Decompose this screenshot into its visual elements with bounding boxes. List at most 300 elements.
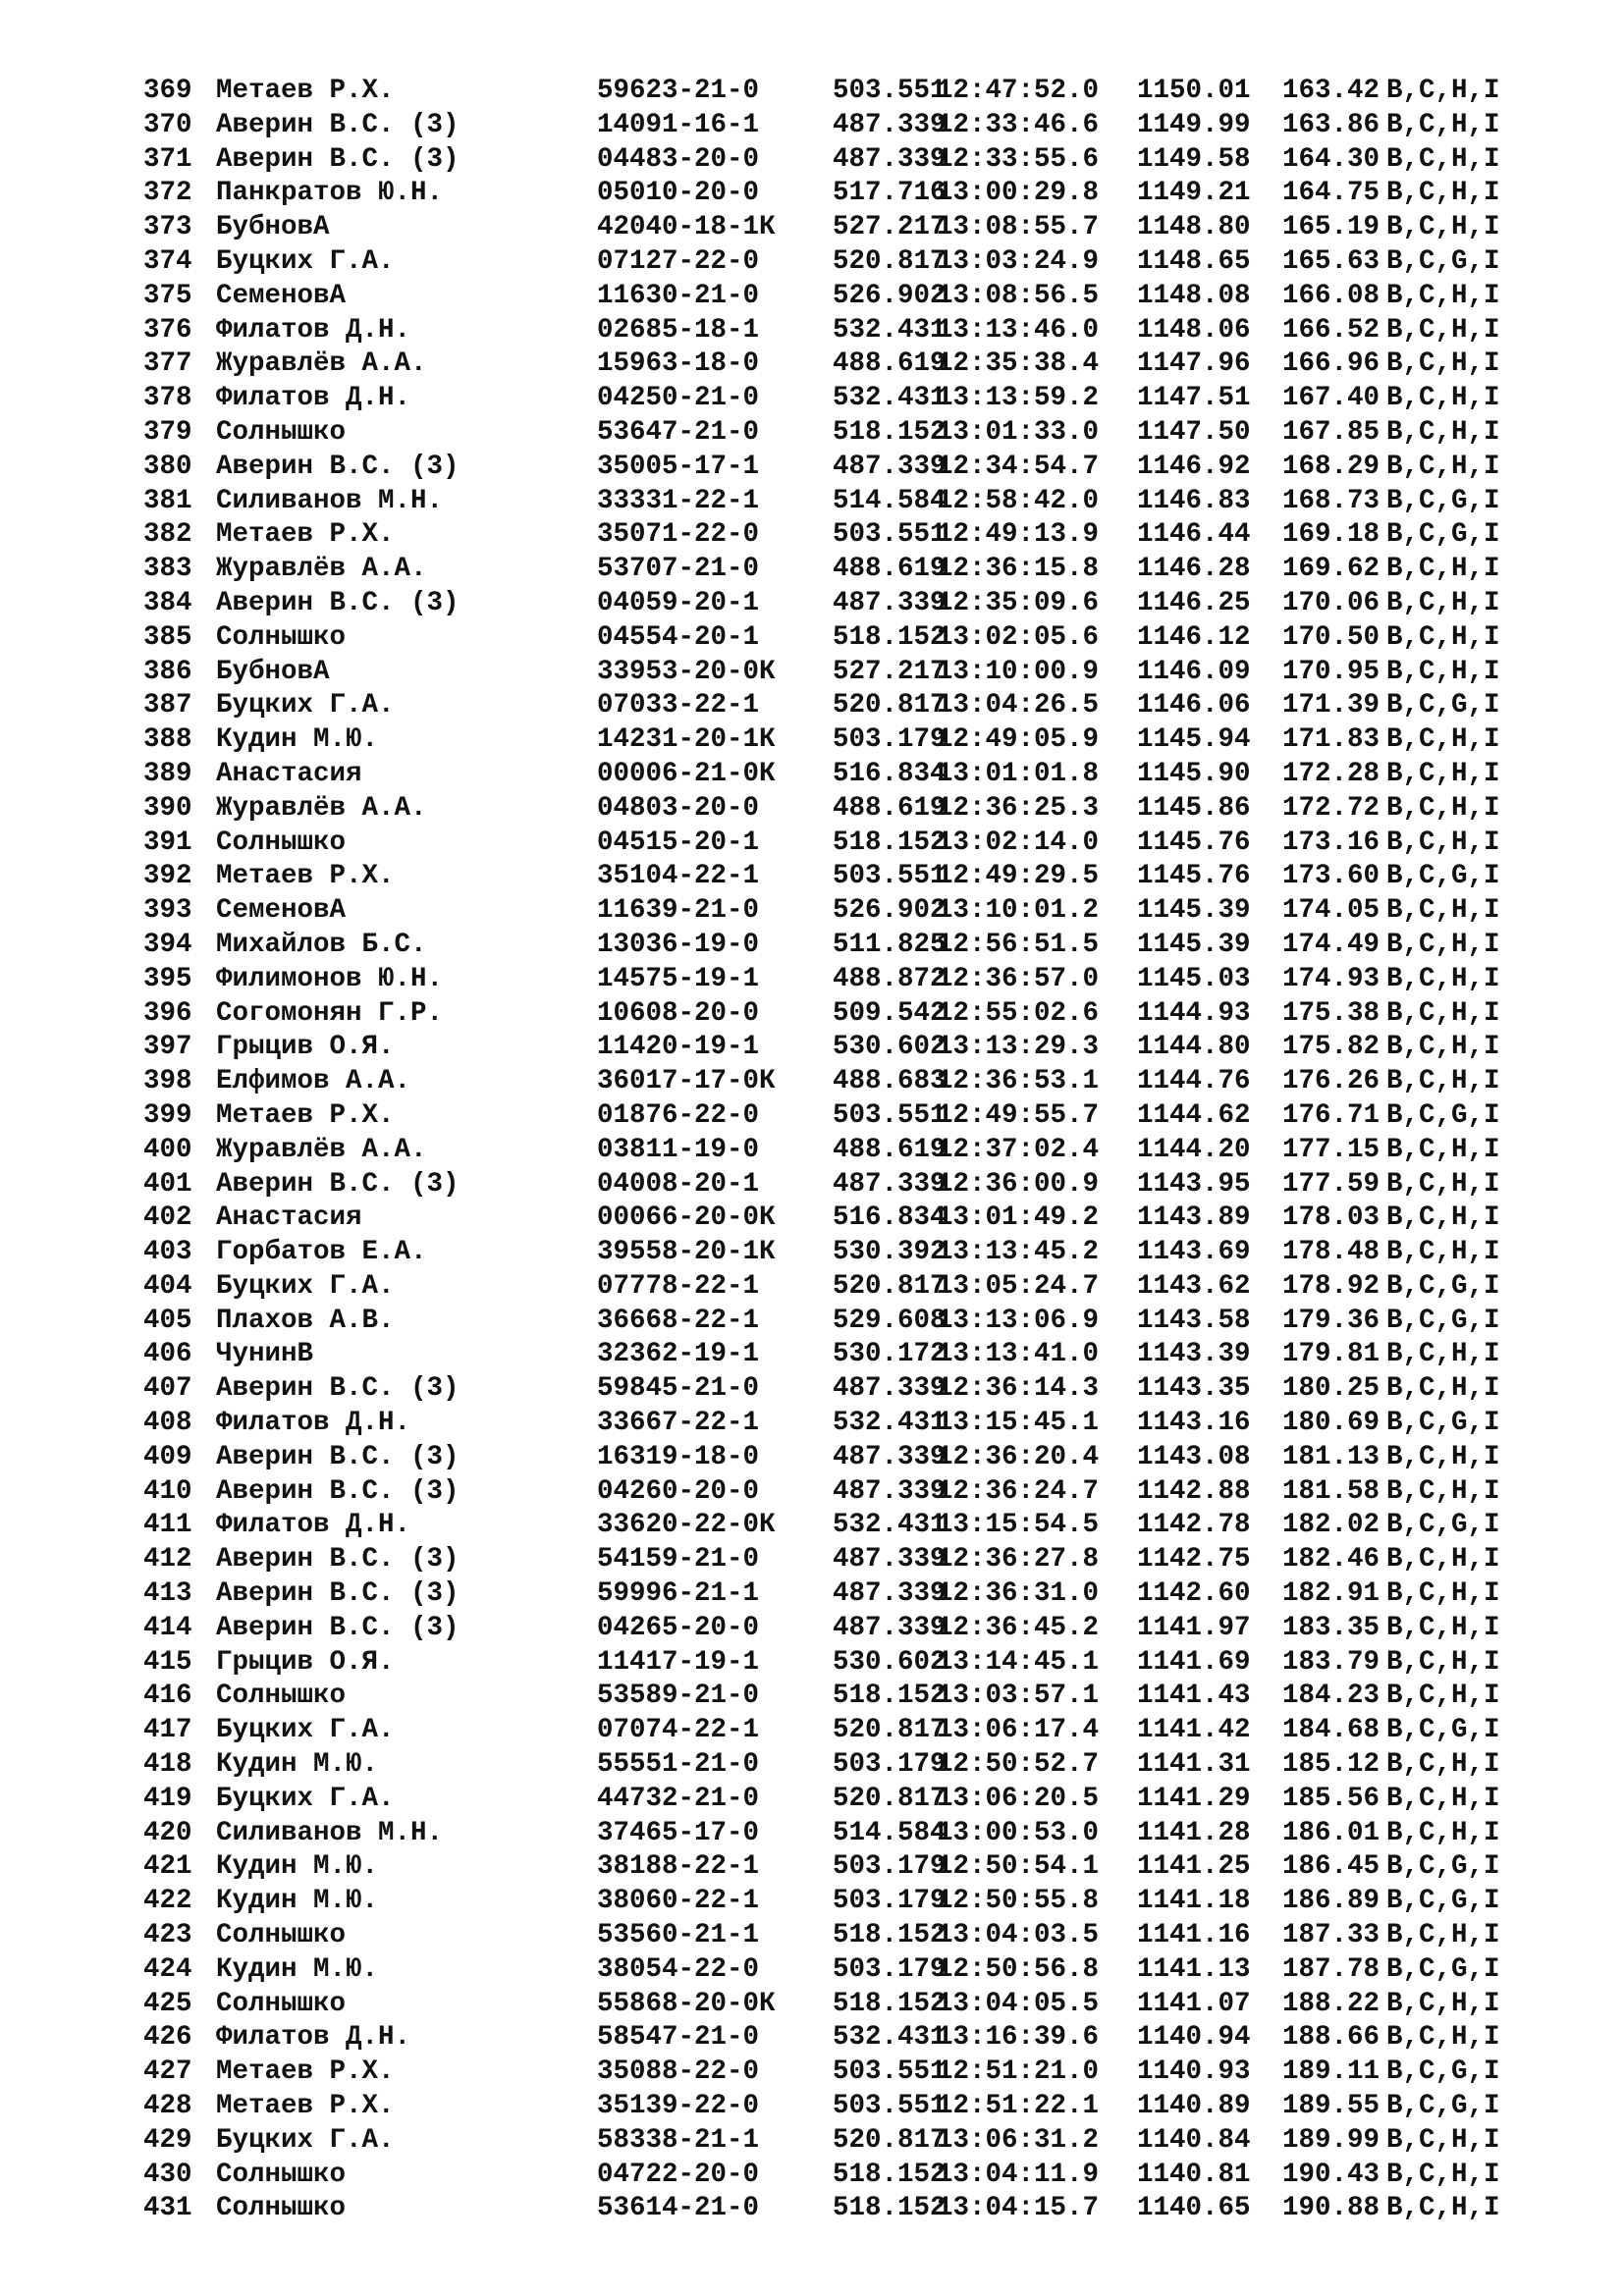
category: B,C,G,I (1386, 1305, 1500, 1336)
arrival-time: 12:49:13.9 (937, 519, 1100, 551)
distance: 488.619 (833, 1134, 947, 1165)
arrival-time: 13:03:24.9 (937, 245, 1100, 277)
arrival-time: 12:49:29.5 (937, 861, 1100, 892)
coefficient: 187.33 (1282, 1920, 1380, 1951)
arrival-time: 12:35:09.6 (937, 587, 1100, 618)
place-number: 402 (143, 1202, 192, 1234)
speed: 1145.90 (1137, 758, 1251, 789)
coefficient: 168.73 (1282, 485, 1380, 516)
speed: 1140.65 (1137, 2193, 1251, 2224)
place-number: 398 (143, 1066, 192, 1097)
fancier-name: Аверин В.С. (3) (216, 1168, 460, 1200)
table-row (143, 1305, 1597, 1339)
arrival-time: 13:04:05.5 (937, 1988, 1100, 2019)
distance: 520.817 (833, 245, 947, 277)
table-row (143, 143, 1597, 178)
category: B,C,H,I (1386, 656, 1500, 687)
arrival-time: 13:15:45.1 (937, 1408, 1100, 1439)
speed: 1145.94 (1137, 724, 1251, 756)
table-row (143, 1850, 1597, 1885)
coefficient: 189.99 (1282, 2124, 1380, 2156)
fancier-name: Кудин М.Ю. (216, 1953, 379, 1985)
coefficient: 179.81 (1282, 1339, 1380, 1370)
category: B,C,G,I (1386, 1953, 1500, 1985)
table-row (143, 997, 1597, 1032)
table-row (143, 860, 1597, 894)
place-number: 429 (143, 2124, 192, 2156)
coefficient: 182.91 (1282, 1578, 1380, 1610)
ring-number: 33953-20-0К (597, 656, 776, 687)
arrival-time: 12:36:00.9 (937, 1168, 1100, 1200)
speed: 1146.92 (1137, 451, 1251, 482)
ring-number: 14091-16-1 (597, 109, 760, 140)
place-number: 380 (143, 451, 192, 482)
arrival-time: 13:08:55.7 (937, 212, 1100, 243)
distance: 487.339 (833, 143, 947, 175)
ring-number: 07127-22-0 (597, 245, 760, 277)
speed: 1145.39 (1137, 895, 1251, 927)
speed: 1141.97 (1137, 1612, 1251, 1643)
table-row (143, 1885, 1597, 1919)
place-number: 382 (143, 519, 192, 551)
category: B,C,G,I (1386, 519, 1500, 551)
ring-number: 59845-21-0 (597, 1373, 760, 1405)
coefficient: 168.29 (1282, 451, 1380, 482)
arrival-time: 12:56:51.5 (937, 929, 1100, 960)
table-row (143, 518, 1597, 553)
fancier-name: Грыцив О.Я. (216, 1646, 395, 1678)
coefficient: 188.66 (1282, 2022, 1380, 2054)
coefficient: 179.36 (1282, 1305, 1380, 1336)
distance: 527.217 (833, 212, 947, 243)
coefficient: 170.95 (1282, 656, 1380, 687)
category: B,C,H,I (1386, 1783, 1500, 1814)
place-number: 385 (143, 621, 192, 653)
distance: 487.339 (833, 1441, 947, 1472)
distance: 487.339 (833, 1578, 947, 1610)
distance: 520.817 (833, 2124, 947, 2156)
distance: 503.179 (833, 1953, 947, 1985)
fancier-name: Журавлёв А.А. (216, 554, 427, 585)
speed: 1148.80 (1137, 212, 1251, 243)
category: B,C,H,I (1386, 451, 1500, 482)
table-row (143, 1783, 1597, 1817)
speed: 1147.50 (1137, 416, 1251, 448)
speed: 1149.21 (1137, 178, 1251, 209)
category: B,C,H,I (1386, 1646, 1500, 1678)
fancier-name: Филатов Д.Н. (216, 1510, 411, 1541)
ring-number: 07778-22-1 (597, 1270, 760, 1302)
ring-number: 44732-21-0 (597, 1783, 760, 1814)
coefficient: 180.69 (1282, 1408, 1380, 1439)
distance: 526.902 (833, 280, 947, 311)
coefficient: 178.48 (1282, 1237, 1380, 1268)
speed: 1148.65 (1137, 245, 1251, 277)
place-number: 374 (143, 245, 192, 277)
category: B,C,H,I (1386, 827, 1500, 858)
place-number: 419 (143, 1783, 192, 1814)
category: B,C,H,I (1386, 792, 1500, 824)
distance: 530.602 (833, 1646, 947, 1678)
ring-number: 16319-18-0 (597, 1441, 760, 1472)
arrival-time: 13:00:29.8 (937, 178, 1100, 209)
table-row (143, 1646, 1597, 1681)
speed: 1146.28 (1137, 554, 1251, 585)
category: B,C,G,I (1386, 690, 1500, 721)
speed: 1142.78 (1137, 1510, 1251, 1541)
fancier-name: Силиванов М.Н. (216, 485, 444, 516)
speed: 1143.39 (1137, 1339, 1251, 1370)
category: B,C,G,I (1386, 861, 1500, 892)
fancier-name: Метаев Р.Х. (216, 861, 395, 892)
speed: 1144.93 (1137, 997, 1251, 1029)
distance: 518.152 (833, 827, 947, 858)
speed: 1141.16 (1137, 1920, 1251, 1951)
ring-number: 15963-18-0 (597, 348, 760, 380)
place-number: 373 (143, 212, 192, 243)
table-row (143, 245, 1597, 280)
place-number: 426 (143, 2022, 192, 2054)
table-row (143, 1543, 1597, 1577)
category: B,C,H,I (1386, 416, 1500, 448)
coefficient: 181.58 (1282, 1475, 1380, 1507)
category: B,C,H,I (1386, 109, 1500, 140)
ring-number: 53647-21-0 (597, 416, 760, 448)
speed: 1141.69 (1137, 1646, 1251, 1678)
category: B,C,H,I (1386, 1681, 1500, 1712)
fancier-name: Филимонов Ю.Н. (216, 963, 444, 994)
coefficient: 182.46 (1282, 1544, 1380, 1575)
ring-number: 36017-17-0К (597, 1066, 776, 1097)
coefficient: 183.35 (1282, 1612, 1380, 1643)
place-number: 428 (143, 2091, 192, 2122)
coefficient: 171.83 (1282, 724, 1380, 756)
ring-number: 58338-21-1 (597, 2124, 760, 2156)
category: B,C,H,I (1386, 1032, 1500, 1063)
fancier-name: Солнышко (216, 416, 347, 448)
coefficient: 170.06 (1282, 587, 1380, 618)
category: B,C,H,I (1386, 1168, 1500, 1200)
fancier-name: Аверин В.С. (3) (216, 1441, 460, 1472)
table-row (143, 929, 1597, 963)
coefficient: 175.38 (1282, 997, 1380, 1029)
ring-number: 35104-22-1 (597, 861, 760, 892)
speed: 1143.35 (1137, 1373, 1251, 1405)
speed: 1147.96 (1137, 348, 1251, 380)
speed: 1149.99 (1137, 109, 1251, 140)
arrival-time: 12:50:56.8 (937, 1953, 1100, 1985)
category: B,C,H,I (1386, 2022, 1500, 2054)
arrival-time: 13:01:33.0 (937, 416, 1100, 448)
distance: 518.152 (833, 621, 947, 653)
coefficient: 178.03 (1282, 1202, 1380, 1234)
coefficient: 184.68 (1282, 1715, 1380, 1746)
fancier-name: Грыцив О.Я. (216, 1032, 395, 1063)
speed: 1141.29 (1137, 1783, 1251, 1814)
arrival-time: 12:51:22.1 (937, 2091, 1100, 2122)
distance: 526.902 (833, 895, 947, 927)
fancier-name: Метаев Р.Х. (216, 2091, 395, 2122)
fancier-name: СеменовА (216, 895, 347, 927)
arrival-time: 13:13:29.3 (937, 1032, 1100, 1063)
distance: 530.602 (833, 1032, 947, 1063)
arrival-time: 12:55:02.6 (937, 997, 1100, 1029)
ring-number: 00066-20-0К (597, 1202, 776, 1234)
place-number: 418 (143, 1749, 192, 1781)
place-number: 377 (143, 348, 192, 380)
speed: 1144.20 (1137, 1134, 1251, 1165)
arrival-time: 12:36:20.4 (937, 1441, 1100, 1472)
distance: 520.817 (833, 1715, 947, 1746)
table-row (143, 75, 1597, 109)
speed: 1143.58 (1137, 1305, 1251, 1336)
speed: 1140.94 (1137, 2022, 1251, 2054)
distance: 503.179 (833, 1851, 947, 1883)
category: B,C,G,I (1386, 1715, 1500, 1746)
speed: 1140.84 (1137, 2124, 1251, 2156)
ring-number: 11420-19-1 (597, 1032, 760, 1063)
coefficient: 166.52 (1282, 314, 1380, 346)
ring-number: 35088-22-0 (597, 2056, 760, 2088)
table-row (143, 1612, 1597, 1646)
coefficient: 187.78 (1282, 1953, 1380, 1985)
category: B,C,H,I (1386, 1612, 1500, 1643)
category: B,C,H,I (1386, 1817, 1500, 1848)
speed: 1141.42 (1137, 1715, 1251, 1746)
speed: 1145.76 (1137, 827, 1251, 858)
arrival-time: 12:50:54.1 (937, 1851, 1100, 1883)
coefficient: 181.13 (1282, 1441, 1380, 1472)
ring-number: 04554-20-1 (597, 621, 760, 653)
fancier-name: Метаев Р.Х. (216, 76, 395, 106)
category: B,C,H,I (1386, 1134, 1500, 1165)
speed: 1143.16 (1137, 1408, 1251, 1439)
category: B,C,H,I (1386, 1066, 1500, 1097)
fancier-name: Анастасия (216, 758, 362, 789)
speed: 1144.80 (1137, 1032, 1251, 1063)
arrival-time: 13:04:26.5 (937, 690, 1100, 721)
ring-number: 11417-19-1 (597, 1646, 760, 1678)
ring-number: 53614-21-0 (597, 2193, 760, 2224)
category: B,C,G,I (1386, 485, 1500, 516)
fancier-name: Филатов Д.Н. (216, 314, 411, 346)
distance: 488.619 (833, 792, 947, 824)
ring-number: 14231-20-1К (597, 724, 776, 756)
place-number: 393 (143, 895, 192, 927)
table-row (143, 1099, 1597, 1134)
ring-number: 55551-21-0 (597, 1749, 760, 1781)
table-row (143, 2192, 1597, 2226)
table-row (143, 451, 1597, 485)
speed: 1143.62 (1137, 1270, 1251, 1302)
ring-number: 37465-17-0 (597, 1817, 760, 1848)
coefficient: 172.28 (1282, 758, 1380, 789)
table-row (143, 2021, 1597, 2056)
speed: 1144.62 (1137, 1099, 1251, 1131)
distance: 487.339 (833, 1475, 947, 1507)
fancier-name: Филатов Д.Н. (216, 1408, 411, 1439)
arrival-time: 12:47:52.0 (937, 76, 1100, 106)
coefficient: 177.59 (1282, 1168, 1380, 1200)
fancier-name: Аверин В.С. (3) (216, 1578, 460, 1610)
table-row (143, 587, 1597, 621)
table-row (143, 109, 1597, 143)
table-row (143, 1236, 1597, 1270)
table-row (143, 1270, 1597, 1305)
coefficient: 170.50 (1282, 621, 1380, 653)
table-row (143, 1372, 1597, 1407)
fancier-name: Аверин В.С. (3) (216, 109, 460, 140)
arrival-time: 13:13:45.2 (937, 1237, 1100, 1268)
speed: 1145.03 (1137, 963, 1251, 994)
coefficient: 163.42 (1282, 76, 1380, 106)
distance: 503.551 (833, 2091, 947, 2122)
fancier-name: Аверин В.С. (3) (216, 451, 460, 482)
category: B,C,H,I (1386, 758, 1500, 789)
fancier-name: Кудин М.Ю. (216, 1886, 379, 1917)
ring-number: 04059-20-1 (597, 587, 760, 618)
speed: 1143.69 (1137, 1237, 1251, 1268)
distance: 503.551 (833, 519, 947, 551)
ring-number: 36668-22-1 (597, 1305, 760, 1336)
category: B,C,H,I (1386, 1339, 1500, 1370)
coefficient: 165.19 (1282, 212, 1380, 243)
category: B,C,H,I (1386, 554, 1500, 585)
category: B,C,H,I (1386, 2159, 1500, 2190)
ring-number: 33331-22-1 (597, 485, 760, 516)
distance: 488.683 (833, 1066, 947, 1097)
place-number: 407 (143, 1373, 192, 1405)
speed: 1146.83 (1137, 485, 1251, 516)
arrival-time: 13:14:45.1 (937, 1646, 1100, 1678)
speed: 1141.43 (1137, 1681, 1251, 1712)
arrival-time: 12:33:46.6 (937, 109, 1100, 140)
coefficient: 190.88 (1282, 2193, 1380, 2224)
fancier-name: Кудин М.Ю. (216, 724, 379, 756)
fancier-name: Журавлёв А.А. (216, 1134, 427, 1165)
place-number: 378 (143, 383, 192, 414)
arrival-time: 13:06:17.4 (937, 1715, 1100, 1746)
coefficient: 165.63 (1282, 245, 1380, 277)
coefficient: 164.30 (1282, 143, 1380, 175)
table-row (143, 1953, 1597, 1988)
table-row (143, 1577, 1597, 1612)
speed: 1143.95 (1137, 1168, 1251, 1200)
category: B,C,H,I (1386, 280, 1500, 311)
table-row (143, 758, 1597, 792)
fancier-name: Аверин В.С. (3) (216, 1544, 460, 1575)
category: B,C,H,I (1386, 143, 1500, 175)
speed: 1141.07 (1137, 1988, 1251, 2019)
table-row (143, 1201, 1597, 1236)
category: B,C,H,I (1386, 1475, 1500, 1507)
place-number: 424 (143, 1953, 192, 1985)
fancier-name: Солнышко (216, 1988, 347, 2019)
category: B,C,H,I (1386, 621, 1500, 653)
arrival-time: 13:06:31.2 (937, 2124, 1100, 2156)
speed: 1144.76 (1137, 1066, 1251, 1097)
coefficient: 184.23 (1282, 1681, 1380, 1712)
fancier-name: Журавлёв А.А. (216, 792, 427, 824)
table-row (143, 177, 1597, 211)
place-number: 403 (143, 1237, 192, 1268)
fancier-name: Аверин В.С. (3) (216, 587, 460, 618)
place-number: 420 (143, 1817, 192, 1848)
arrival-time: 13:04:11.9 (937, 2159, 1100, 2190)
table-row (143, 1714, 1597, 1748)
category: B,C,H,I (1386, 997, 1500, 1029)
distance: 503.179 (833, 1749, 947, 1781)
distance: 532.431 (833, 1510, 947, 1541)
category: B,C,H,I (1386, 1373, 1500, 1405)
ring-number: 11639-21-0 (597, 895, 760, 927)
category: B,C,H,I (1386, 383, 1500, 414)
place-number: 410 (143, 1475, 192, 1507)
speed: 1142.75 (1137, 1544, 1251, 1575)
place-number: 422 (143, 1886, 192, 1917)
place-number: 383 (143, 554, 192, 585)
fancier-name: Аверин В.С. (3) (216, 1373, 460, 1405)
coefficient: 190.43 (1282, 2159, 1380, 2190)
fancier-name: Аверин В.С. (3) (216, 143, 460, 175)
fancier-name: Метаев Р.Х. (216, 519, 395, 551)
arrival-time: 12:36:57.0 (937, 963, 1100, 994)
place-number: 431 (143, 2193, 192, 2224)
place-number: 411 (143, 1510, 192, 1541)
distance: 487.339 (833, 587, 947, 618)
ring-number: 35071-22-0 (597, 519, 760, 551)
distance: 532.431 (833, 2022, 947, 2054)
arrival-time: 13:16:39.6 (937, 2022, 1100, 2054)
speed: 1140.93 (1137, 2056, 1251, 2088)
table-row (143, 1475, 1597, 1510)
table-row (143, 1441, 1597, 1475)
ring-number: 00006-21-0К (597, 758, 776, 789)
ring-number: 35139-22-0 (597, 2091, 760, 2122)
speed: 1146.12 (1137, 621, 1251, 653)
table-row (143, 1988, 1597, 2022)
table-row (143, 416, 1597, 451)
fancier-name: Силиванов М.Н. (216, 1817, 444, 1848)
place-number: 381 (143, 485, 192, 516)
coefficient: 172.72 (1282, 792, 1380, 824)
arrival-time: 13:13:59.2 (937, 383, 1100, 414)
coefficient: 177.15 (1282, 1134, 1380, 1165)
table-row (143, 314, 1597, 348)
coefficient: 166.08 (1282, 280, 1380, 311)
arrival-time: 12:36:24.7 (937, 1475, 1100, 1507)
fancier-name: Филатов Д.Н. (216, 383, 411, 414)
ring-number: 04260-20-0 (597, 1475, 760, 1507)
arrival-time: 12:36:53.1 (937, 1066, 1100, 1097)
results-table (143, 75, 1597, 2226)
place-number: 390 (143, 792, 192, 824)
speed: 1149.58 (1137, 143, 1251, 175)
table-row (143, 2124, 1597, 2159)
place-number: 430 (143, 2159, 192, 2190)
fancier-name: Филатов Д.Н. (216, 2022, 411, 2054)
fancier-name: Панкратов Ю.Н. (216, 178, 444, 209)
speed: 1150.01 (1137, 76, 1251, 106)
speed: 1141.28 (1137, 1817, 1251, 1848)
ring-number: 11630-21-0 (597, 280, 760, 311)
ring-number: 58547-21-0 (597, 2022, 760, 2054)
fancier-name: Буцких Г.А. (216, 1783, 395, 1814)
distance: 516.834 (833, 1202, 947, 1234)
arrival-time: 13:04:15.7 (937, 2193, 1100, 2224)
fancier-name: Солнышко (216, 2159, 347, 2190)
arrival-time: 13:06:20.5 (937, 1783, 1100, 1814)
